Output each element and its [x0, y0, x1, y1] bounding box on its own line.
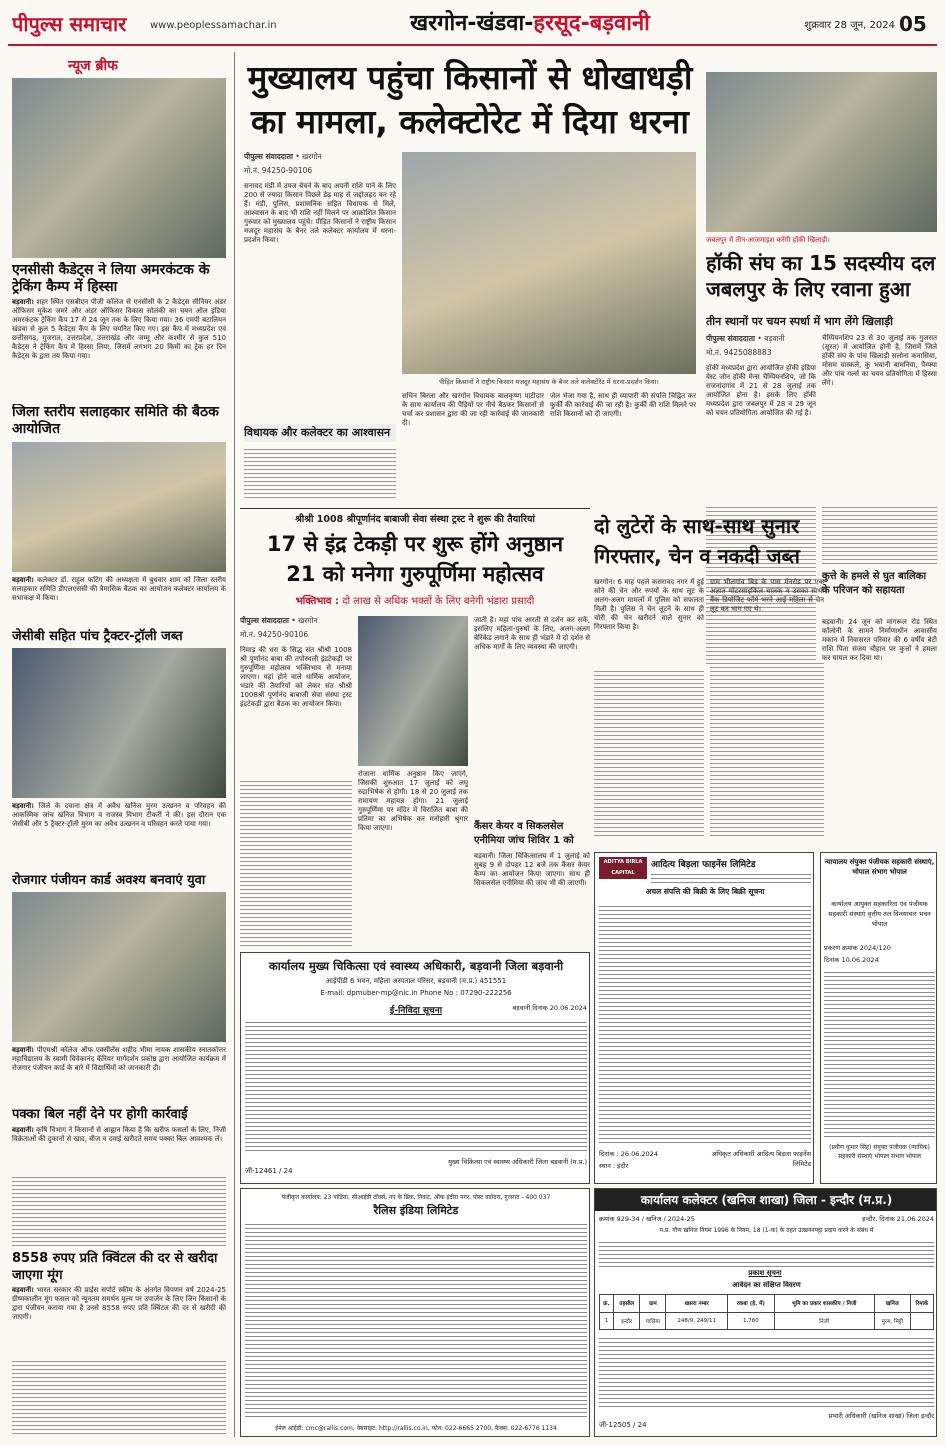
brief-body-5: बड़वानी। कृषि विभाग ने किसानों से आह्वान किया है कि खरीफ फसलों के लिए, निजी विक्रेताओं की दुकानों से खाद, बीज व दवाई खरीदते समय पक्का बिल आवश्यक लें।	[12, 1126, 226, 1143]
cmho-notice-title: ई-निविदा सूचना	[389, 1006, 443, 1016]
collector-table-header	[600, 1295, 934, 1313]
cmho-signature: मुख्य चिकित्सा एवं स्वास्थ्य अधिकारी जिला बड़वानी (म.प्र.)	[448, 1158, 587, 1166]
lead-headline: मुख्यालय पहुंचा किसानों से धोखाधड़ी का मामला, कलेक्टोरेट में दिया धरना	[247, 58, 693, 141]
purnima-top-rule	[240, 508, 590, 509]
lead-col2: सचिन बिरला और खरगोन विधायक बालकृष्ण पाटीदार के साथ कार्यालय की पैड़ियों पर नीचे बैठकर किसानों से चर्चा कर प्रशासन द्वारा की जा रही कार्रवाई की जानकारी दी।	[402, 392, 544, 427]
aditya-body	[599, 903, 811, 1143]
table-header-cell: ग्राम	[640, 1295, 666, 1313]
cmho-contact: E-mail: dpmuber-mp@nic.in Phone No : 07290-222256	[320, 989, 512, 997]
robbers-body-2-continued	[710, 660, 824, 838]
collector-mining-ad	[594, 1188, 937, 1437]
lead-byline: पीपुल्स संवाददाता • खरगोन	[244, 152, 322, 161]
hockey-photo	[706, 72, 937, 232]
brief-title-6: 8558 रुपए प्रति क्विंटल की दर से खरीदा जाएगा मूंग	[12, 1251, 218, 1283]
collector-case: क्रमांक 929-34 / खनिज / 2024-25	[599, 1215, 695, 1223]
collector-table-title: आवेदन का संक्षिप्त विवरण	[732, 1281, 801, 1289]
hockey-byline: पीपुल्स संवाददाता • बड़वानी	[706, 334, 785, 343]
hockey-body-2-continued	[822, 504, 937, 566]
aditya-title: अचल संपत्ति की बिक्री के लिए बिक्री सूचना	[645, 887, 765, 896]
table-header-cell: रिमार्क	[910, 1295, 933, 1313]
table-cell: इन्दौर	[613, 1312, 640, 1330]
cooperative-ad	[820, 852, 937, 1184]
aditya-signatory: अधिकृत अधिकारी आदित्य बिड़ला फाइनेंस लिमिटेड	[711, 1150, 811, 1168]
column-divider-left	[234, 52, 235, 1437]
rallis-footer: ईमेल आईडी: cmc@rallis.com, वेबसाइट: http://rallis.co.in, फोन: 022-6665 2700, फैक्स: 022-6776 1134	[275, 1425, 557, 1432]
masthead	[0, 0, 945, 48]
purnima-subtag: भक्तिभाव :	[295, 596, 339, 607]
rallis-header-line: पंजीकृत कार्यालय: 23 पांडिया, सीआईडी टॉवर्स, नए के ब्रिंक, निकट, ऑफ इंदीरा नगर, पोस्ट वडोदरा, गुजरात - 400 037	[281, 1194, 551, 1201]
collector-notice-label: प्रकाश सूचना	[748, 1269, 782, 1277]
cooperative-case: प्रकरण क्रमांक 2024/120	[824, 944, 891, 952]
aditya-address	[651, 871, 811, 883]
cooperative-title: न्यायालय संयुक्त पंजीयक सहकारी संस्थाएं, भोपाल संभाग भोपाल	[824, 858, 935, 876]
dog-attack-body: बड़वानी। 24 जून को मांगरूल रोड स्थित कॉलोनी के सामने निर्माणाधीन आवासीय मकान में निवासरत परिवार की 6 वर्षीय बेटी राशि पिता संजय चौहान पर कुत्तों ने हमला कर घायल कर दिया था।	[822, 618, 937, 662]
table-cell: 248/9, 249/11	[666, 1312, 728, 1330]
robbers-body-continued	[594, 668, 704, 838]
hockey-story	[706, 52, 937, 502]
cmho-body	[245, 1019, 587, 1151]
cmho-date: बड़वानी दिनांक 20.06.2024	[512, 1004, 587, 1012]
lead-col3: जेल भेजा गया है, साथ ही व्यापारी की संपत्ति चिह्नित कर कुर्की की कार्रवाई की जा रही है। कुर्की की राशि मिलने पर राशि किसानों को दी जाएगी।	[550, 392, 696, 418]
hockey-mobile: मो.नं. 9425088883	[706, 348, 772, 357]
purnima-body-3: जाती है। यहां पांच आरती से दर्शन कर सकें, इसलिए महिला-पुरुषों के लिए, अलग-अलग बेरिकेड लगाने के साथ ही भंडारे में दो दर्शन से अधिक मार्गों के लिए व्यवस्था की जाएगी।	[474, 616, 590, 651]
lead-col1-continued	[244, 446, 396, 498]
collector-table	[599, 1294, 934, 1330]
rallis-body	[245, 1221, 587, 1419]
collector-signatory: प्रभारी अधिकारी (खनिज शाखा) जिला इन्दौर	[828, 1412, 934, 1420]
collector-ref: जी-12505 / 24	[599, 1421, 647, 1429]
table-row	[600, 1312, 934, 1330]
brief-body-6-continued	[12, 1358, 226, 1436]
brief-body-3: बड़वानी। जिले के दवाना क्षेत्र में अवैध खनिज मुरम उत्खनन व परिवहन की आकस्मिक जांच खनिज विभाग व राजस्व विभाग टीकरी ने की। इस दौरान एक जेसीबी और 5 ट्रैक्टर-ट्रॉली मुरम का अवैध उत्खनन व परिवहन करते पाया गया।	[12, 802, 226, 828]
cooperative-subtitle: कार्यालय आयुक्त सहकारिता एवं पंजीयक सहकारी संस्थाएं वृत्तीय तल विन्ध्याचल भवन भोपाल	[828, 900, 931, 928]
table-cell: पालिया	[640, 1312, 666, 1330]
brief-body-6: बड़वानी। भारत सरकार की प्राईस सपोर्ट स्कीम के अंतर्गत विपणन वर्ष 2024-25 ग्रीष्मकालीन मूंग फसल को न्यूनतम समर्थन मूल्य पर उपार्जन के लिए जिन किसानों के द्वारा पंजीयन कराया गया है उनसे 8558 रुपए प्रति क्विंटल की दर से खरीदी की जाएगी।	[12, 1286, 226, 1321]
purnima-mobile: मो.नं. 94250-90106	[240, 630, 309, 639]
employment-photo	[12, 892, 226, 1042]
hockey-body: हॉकी मध्यप्रदेश द्वारा आयोजित हॉकी इंडिया वेस्ट जोन हॉकी मेन्स चैम्पियनशिप, जो कि राजनांदगांव में 21 से 28 जुलाई तक आयोजित होना है। इसके लिए हॉकी मध्यप्रदेश द्वारा जबलपुर में 28 व 29 जून को चयन प्रतियोगिता आयोजित की गई है।	[706, 364, 816, 417]
robbers-story	[594, 508, 824, 848]
meeting-photo	[12, 442, 226, 572]
table-header-cell: खसरा नम्बर	[666, 1295, 728, 1313]
table-header-cell: क्र.	[600, 1295, 614, 1313]
dog-attack-subhead: कुत्ते के हमले से घुत बालिका के परिजन को सहायता	[822, 571, 927, 596]
purnima-subhead-text: दो लाख से अधिक भक्तों के लिए बनेगी भंडारा प्रसादी	[342, 596, 535, 607]
purnima-headline-2: 21 को मनेगा गुरुपूर्णिमा महोत्सव	[286, 562, 544, 586]
hockey-body-2: चैम्पियनशिप 23 से 30 जुलाई तक गुजरात (सूरत) में आयोजित होनी है, जिसमें जिले हॉकी संघ के पांच खिलाड़ी सलोना कनासिया, मोसम वास्कले, कुं भवानी बामनिया, पैम्फ्या और पांच गर्ल्स का चयन प्रतियोगिता में हिस्सा लेंगे।	[822, 334, 937, 387]
collector-rule-line: म.प्र. गौण खनिज नियम 1996 के नियम, 18 (1-क) के तहत उत्खननपट्टा प्रदाय करने के संबंध में	[659, 1227, 874, 1234]
brief-body-1: बड़वानी। शहर स्थित एसबीएन पीजी कॉलेज से एनसीसी के 2 कैडेट्स सीनियर अंडर ऑफिसर मुकेश जमरे और अंडर ऑफिसर विकास सोलंकी का चयन ऑल इंडिया अमरकंटक ट्रेकिंग कैंप 17 से 24 जून तक के लिए किया गया। 36 एमपी बटालियन खंडवा से कुल 5 कैडेट्स कैंप के लिए चयनित किए गए। इस कैंप में मध्यप्रदेश एवं छत्तीसगढ़, गुजरात, उत्तरप्रदेश, उत्तराखंड और जम्मू और कश्मीर से कुल 510 कैडेट्स ने ट्रेकिंग कैंप में हिस्सा लिया, जिसमें लगभग 20 किमी का ट्रेक हर दिन कैडेट्स के द्वारा तय किया गया।	[12, 298, 226, 360]
table-cell: मुरम, मिट्टी	[874, 1312, 910, 1330]
cmho-address: आईपीडी 6 भवन, महिला अस्पताल परिसर, बड़वानी (म.प्र.) 451551	[325, 977, 507, 985]
cmho-ref: जी-12461 / 24	[245, 1167, 293, 1175]
cooperative-body	[824, 969, 935, 1139]
robbers-headline-1: दो लुटेरों के साथ-साथ सुनार	[594, 514, 800, 538]
robbers-body-2: ग्राम भीलगांव बिड़ के पास मेनरोड पर एक अज्ञात मोटरसाइकिल चालक व उसका साथी बैंक डिपोजिट फॉर्म भरने आई महिला से चेन लूट कर भाग गए थे।	[710, 578, 824, 613]
cooperative-signatory: (प्रवीण कुमार सिंह) संयुक्त पंजीयक (न्यायिक) सहकारी संस्थाएं भोपाल संभाग भोपाल	[829, 1144, 930, 1160]
aditya-birla-ad	[594, 852, 814, 1184]
purnima-byline: पीपुल्स संवाददाता • खरगोन	[240, 616, 318, 625]
table-cell	[910, 1312, 933, 1330]
purnima-story	[240, 508, 590, 948]
aditya-place: स्थान : इंदौर	[599, 1162, 629, 1170]
collector-intro	[599, 1239, 934, 1267]
brief-title-1: एनसीसी कैडेट्स ने लिया अमरकंटक के ट्रेकिंग कैम्प में हिस्सा	[12, 262, 210, 295]
section-title	[320, 8, 740, 40]
table-cell: निजी	[774, 1312, 874, 1330]
masthead-divider	[8, 44, 937, 46]
cancer-camp-body: बड़वानी। जिला चिकित्सालय में 1 जुलाई को सुबह 9 से दोपहर 12 बजे तक कैंसर केयर कैम्प का आयोजन किया जाएगा। साथ ही सिकलसेल एनीमिया की जांच भी की जाएगी।	[474, 852, 590, 887]
lead-subhead: विधायक और कलेक्टर का आश्वासन	[244, 424, 396, 442]
dog-attack-box	[822, 570, 937, 800]
brand-logo: पीपुल्स समाचार	[12, 12, 127, 36]
cmho-title: कार्यालय मुख्य चिकित्सा एवं स्वास्थ्य अधिकारी, बड़वानी जिला बड़वानी	[268, 959, 564, 973]
jcb-photo	[12, 648, 226, 798]
collector-conditions	[599, 1335, 934, 1407]
section-title-part2: हरसूद-बड़वानी	[533, 11, 650, 36]
purnima-body: निमाड़ की धरा के सिद्ध संत श्रीश्री 1008 श्री पूर्णानंद बाबा की तपोस्थली इंद्रटेकड़ी पर गुरुपूर्णिमा महोत्सव भक्तिभाव से मनाया जाएगा। यहां होने वाले धार्मिक आयोजन, भंडारे की तैयारियों को लेकर संत श्रीश्री 1008श्री पूर्णानंद बाबाजी सेवा संस्था ट्रस्ट इंद्रटेकड़ी द्वारा बैठक का आयोजन किया।	[240, 646, 352, 708]
cmho-tender-ad	[240, 952, 590, 1184]
brief-title-2: जिला स्तरीय सलाहकार समिति की बैठक आयोजित	[12, 404, 219, 437]
robbers-body: खरगोन। 6 माह पहले कसरावद नगर में हुई सोने की चेन और रुपयों के साथ लूट के अलग-अलग मामलों में पुलिस को सफलता मिली है। पुलिस ने चेन लूटने के साथ ही चोरी की चेन खरीदने वाले सुनार को गिरफ्तार किया है।	[594, 578, 704, 631]
cancer-camp-subhead: कैंसर केयर व सिकलसेल एनीमिया जांच शिविर 1 को	[474, 821, 574, 846]
lead-mobile: मो.नं. 94250-90106	[244, 166, 313, 175]
baba-idol-photo	[358, 616, 468, 766]
section-title-part1: खरगोन-खंडवा-	[410, 11, 534, 36]
lead-col1: सनावद मंडी में उपज बेचने के बाद अपनी राशि पाने के लिए 200 से ज्यादा किसान पिछले डेढ़ माह से जद्दोजहद कर रहे हैं। मंडी, पुलिस, प्रशासनिक सहित विधायक से मिले, आश्वासन के बाद भी राशि नहीं मिलने पर आक्रोशित किसान गुरुवार को मुख्यालय पहुंचे। पीड़ित किसानों ने राष्ट्रीय किसान मजदूर महासंघ के बैनर तले कलेक्टर कार्यालय में धरना-प्रदर्शन किया।	[244, 182, 396, 244]
rallis-ad	[240, 1188, 590, 1437]
brief-title-4: रोजगार पंजीयन कार्ड अवश्य बनवाएं युवा	[12, 873, 206, 888]
brief-body-5-continued	[12, 1174, 226, 1246]
aditya-company: आदित्य बिड़ला फाइनेंस लिमिटेड	[651, 860, 756, 869]
table-cell: 1.780	[728, 1312, 774, 1330]
lead-photo	[402, 152, 696, 374]
table-header-cell: तहसील	[613, 1295, 640, 1313]
purnima-body-continued	[240, 778, 352, 948]
news-brief-label: न्यूज ब्रीफ	[68, 58, 118, 74]
table-cell: 1	[600, 1312, 614, 1330]
lead-photo-caption: पीड़ित किसानों ने राष्ट्रीय किसान मजदूर महासंघ के बैनर तले कलेक्टोरेट में धरना-प्रदर्शन किया।	[439, 378, 659, 386]
page-number: 05	[899, 12, 927, 36]
brief-body-4: बड़वानी। पीएमश्री कॉलेज ऑफ एक्सीलेंस शहीद भीमा नायक शासकीय स्नातकोत्तर महाविद्यालय के स्वामी विवेकानंद कॅरियर मार्गदर्शन प्रकोष्ठ द्वारा आयोजित कार्यक्रम में रोजगार पंजीयन कार्ड के बारे में विद्यार्थियों को जानकारी दी।	[12, 1046, 226, 1072]
news-brief-column	[8, 52, 230, 1437]
brief-title-3: जेसीबी सहित पांच ट्रैक्टर-ट्रॉली जब्त	[12, 629, 183, 644]
collector-title: कार्यालय कलेक्टर (खनिज शाखा) जिला - इन्दौर (म.प्र.)	[595, 1189, 937, 1211]
ncc-photo	[12, 78, 226, 258]
hockey-headline: हॉकी संघ का 15 सदस्यीय दल जबलपुर के लिए रवाना हुआ	[706, 251, 936, 301]
brief-title-5: पक्का बिल नहीं देने पर होगी कार्रवाई	[12, 1107, 188, 1122]
issue-date: शुक्रवार 28 जून, 2024	[804, 20, 895, 31]
cooperative-date: दिनांक 10.06.2024	[824, 956, 879, 964]
purnima-headline-1: 17 से इंद्र टेकड़ी पर शुरू होंगे अनुष्ठान	[266, 532, 564, 556]
rallis-company: रैलिस इंडिया लिमिटेड	[373, 1204, 459, 1217]
table-header-cell: खनिज	[874, 1295, 910, 1313]
table-header-cell: भूमि का प्रकार शासकीय / निजी	[774, 1295, 874, 1313]
purnima-subhead	[240, 594, 590, 610]
hockey-subhead: तीन स्थानों पर चयन स्पर्धा में भाग लेंगे खिलाड़ी	[706, 315, 894, 328]
brief-body-2: बड़वानी। कलेक्टर डॉ. राहुल फटिंग की अध्यक्षता में बुधवार शाम को जिला स्तरीय सलाहकार समिति डीएलएससी की त्रैमासिक बैठक का आयोजन कलेक्टर कार्यालय के सभाकक्ष में किया।	[12, 576, 226, 602]
aditya-logo: ADITYA BIRLA CAPITAL	[599, 857, 647, 879]
table-header-cell: रकबा (हे. में)	[728, 1295, 774, 1313]
lead-story	[240, 52, 700, 502]
purnima-kicker: श्रीश्री 1008 श्रीपूर्णानंद बाबाजी सेवा संस्था ट्रस्ट ने शुरू की तैयारियां	[295, 514, 535, 525]
hockey-photo-caption: जबलपुर में तीन-आजमाइश करेंगी हॉकी खिलाड़ी।	[706, 236, 830, 244]
collector-date: इन्दौर, दिनांक 21.06.2024	[862, 1215, 934, 1223]
purnima-body-2: रोजाना धार्मिक अनुष्ठान किए जाएंगे, जिसकी शुरुआत 17 जुलाई को लघु रुद्राभिषेक से होगी। 18 से 20 जुलाई तक रामायण महायज्ञ होगा। 21 जुलाई गुरुपूर्णिमा पर मंदिर में विराजित बाबा की प्रतिमा का अभिषेक कर मनोहारी श्रृंगार किया जाएगा।	[358, 770, 468, 832]
aditya-date: दिनांक : 26.06.2024	[599, 1150, 658, 1158]
robbers-headline-2: गिरफ्तार, चेन व नकदी जब्त	[594, 544, 800, 568]
website-url[interactable]: www.peoplessamachar.in	[150, 20, 277, 31]
